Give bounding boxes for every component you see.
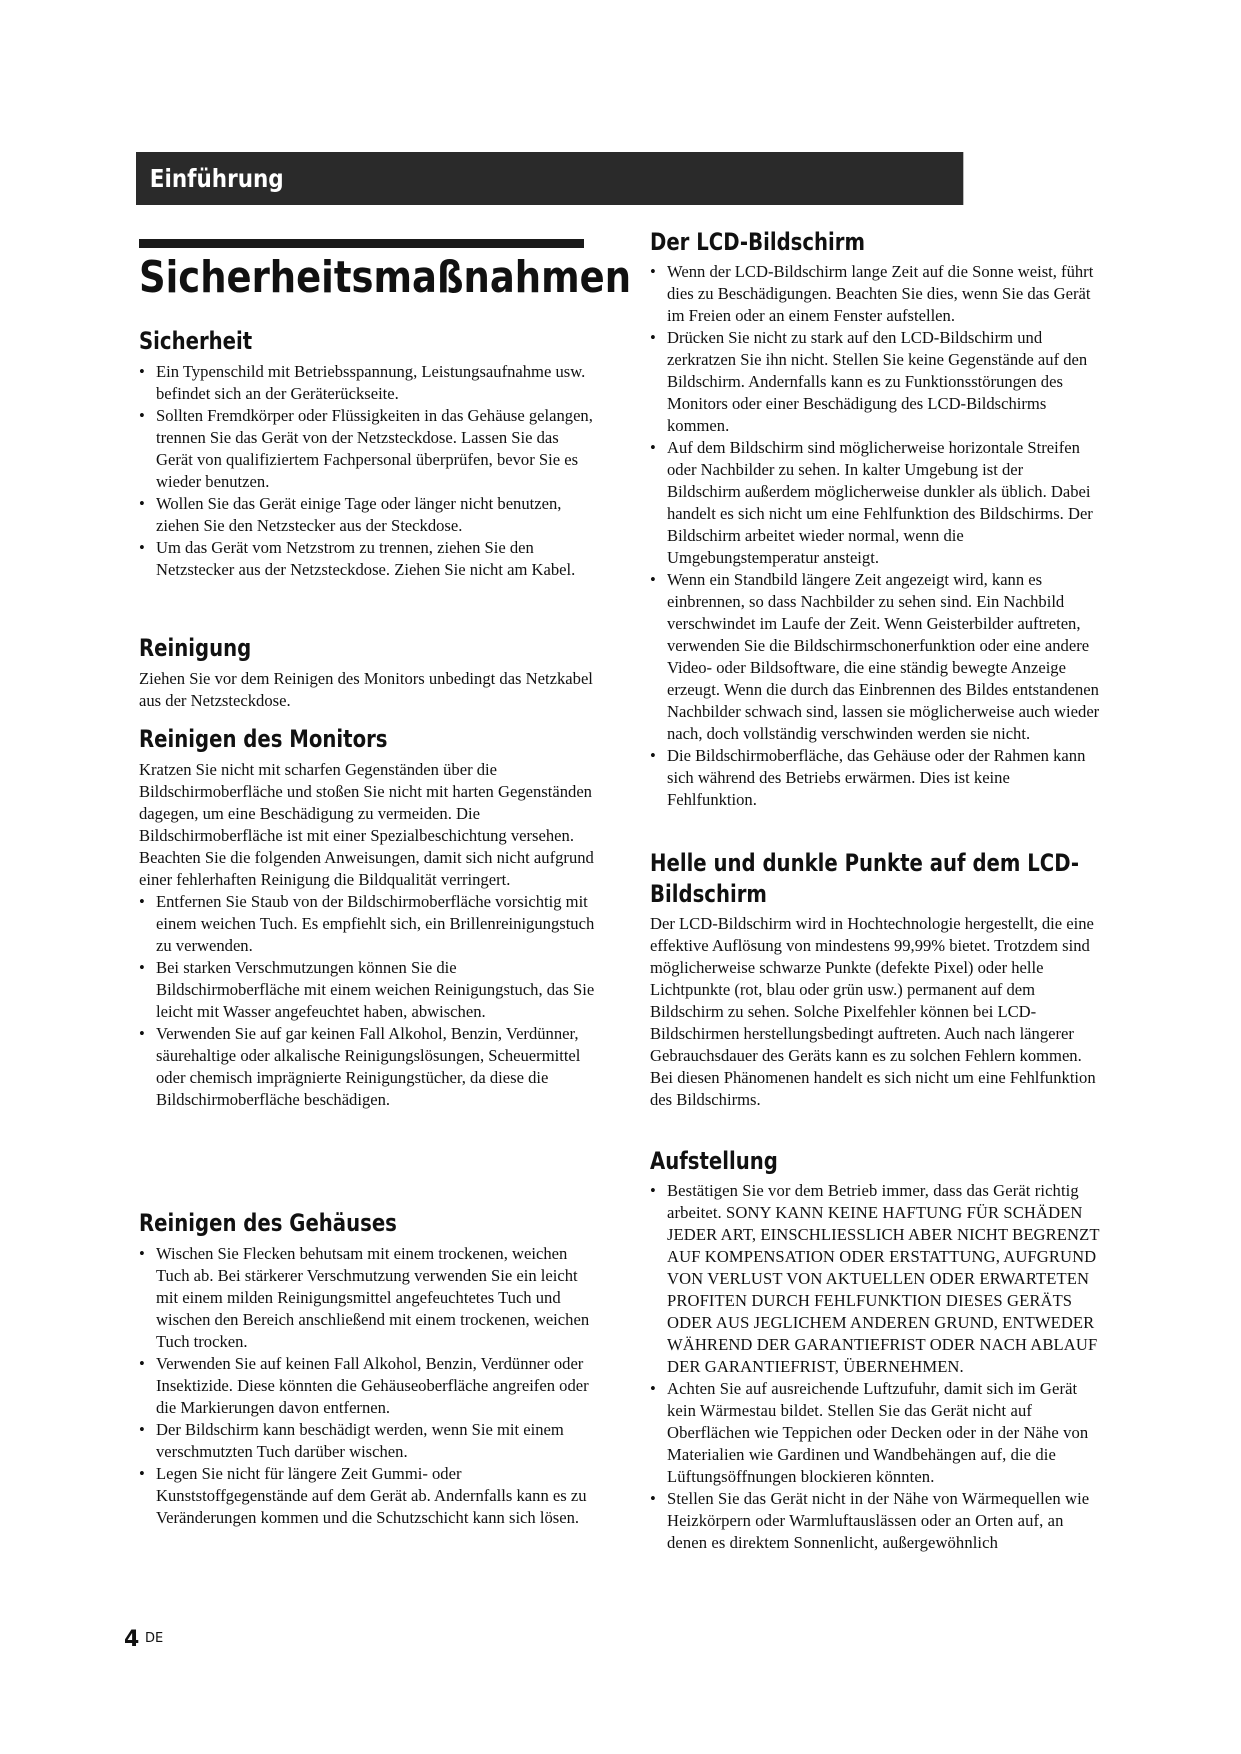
list-item: • Verwenden Sie auf gar keinen Fall Alkohol, Benzin, Verdünner, säurehaltige oder alkalische Reinigungslösungen, Scheuermittel oder chemisch imprägnierte Reinigungstücher, da diese die Bildschirmoberfläche beschädigen. — [139, 1023, 599, 1111]
list-item: • Bei starken Verschmutzungen können Sie die Bildschirmoberfläche mit einem weichen Reinigungstuch, das Sie leicht mit Wasser angefeuchtet haben, abwischen. — [139, 957, 599, 1023]
reinigung-text — [139, 668, 594, 712]
title-rule — [139, 239, 584, 248]
heading-helle-dunkle-punkte-line1: Helle und dunkle Punkte auf dem LCD- — [650, 849, 1080, 877]
list-item: • Verwenden Sie auf keinen Fall Alkohol, Benzin, Verdünner oder Insektizide. Diese könnten die Gehäuseoberfläche angreifen oder die Markierungen davon entfernen. — [139, 1353, 594, 1419]
heading-reinigen-des-monitors: Reinigen des Monitors — [139, 725, 388, 753]
section-banner — [136, 152, 963, 205]
list-item: • Wenn der LCD-Bildschirm lange Zeit auf die Sonne weist, führt dies zu Beschädigungen. Beachten Sie dies, wenn Sie das Gerät im Freien oder an einem Fenster aufstellen. — [650, 261, 1100, 327]
list-item: • Achten Sie auf ausreichende Luftzufuhr, damit sich im Gerät kein Wärmestau bildet. Stellen Sie das Gerät nicht auf Oberflächen wie Teppichen oder Decken oder in der Nähe von Materialien wie Gardinen und Wandbehängen auf, die die Lüftungsöffnungen blockieren könnten. — [650, 1378, 1100, 1488]
heading-sicherheit: Sicherheit — [139, 327, 253, 355]
paragraph: Beachten Sie die folgenden Anweisungen, damit sich nicht aufgrund einer fehlerhaften Reinigung die Bildqualität verringert. — [139, 848, 594, 889]
list-item: • Sollten Fremdkörper oder Flüssigkeiten in das Gehäuse gelangen, trennen Sie das Gerät von der Netzsteckdose. Lassen Sie das Gerät von qualifiziertem Fachpersonal überprüfen, bevor Sie es wieder benutzen. — [139, 405, 594, 493]
list-item: • Um das Gerät vom Netzstrom zu trennen, ziehen Sie den Netzstecker aus der Netzsteckdose. Ziehen Sie nicht am Kabel. — [139, 537, 594, 581]
sicherheit-list — [139, 361, 594, 581]
list-item: • Bestätigen Sie vor dem Betrieb immer, dass das Gerät richtig arbeitet. SONY KANN KEINE HAFTUNG FÜR SCHÄDEN JEDER ART, EINSCHLIESSLICH ABER NICHT BEGRENZT AUF KOMPENSATION ODER ERSTATTUNG, AUFGRUND VON VERLUST VON AKTUELLEN ODER ERWARTETEN PROFITEN DURCH FEHLFUNKTION DIESES GERÄTS ODER AUS JEGLICHEM ANDEREN GRUND, ENTWEDER WÄHREND DER GARANTIEFRIST ODER NACH ABLAUF DER GARANTIEFRIST, ÜBERNEHMEN. — [650, 1180, 1100, 1378]
list-item: • Der Bildschirm kann beschädigt werden, wenn Sie mit einem verschmutzten Tuch darüber wischen. — [139, 1419, 594, 1463]
lcd-list — [650, 261, 1100, 811]
page-number: 4 — [124, 1627, 140, 1652]
list-item: • Ein Typenschild mit Betriebsspannung, Leistungsaufnahme usw. befindet sich an der Geräterückseite. — [139, 361, 594, 405]
gehaeuse-list — [139, 1243, 594, 1529]
heading-aufstellung: Aufstellung — [650, 1147, 778, 1175]
list-item: • Legen Sie nicht für längere Zeit Gummi- oder Kunststoffgegenstände auf dem Gerät ab. Andernfalls kann es zu Veränderungen kommen und die Schutzschicht kann sich lösen. — [139, 1463, 594, 1529]
list-item: • Wollen Sie das Gerät einige Tage oder länger nicht benutzen, ziehen Sie den Netzstecker aus der Steckdose. — [139, 493, 594, 537]
heading-der-lcd-bildschirm: Der LCD-Bildschirm — [650, 228, 866, 256]
list-item: • Wischen Sie Flecken behutsam mit einem trockenen, weichen Tuch ab. Bei stärkerer Verschmutzung verwenden Sie ein leicht mit einem milden Reinigungsmittel angefeuchtetes Tuch und wischen den Bereich anschließend mit einem trockenen, weichen Tuch trocken. — [139, 1243, 594, 1353]
punkte-section — [650, 913, 1100, 1111]
page-title: Sicherheitsmaßnahmen — [139, 252, 632, 303]
heading-reinigen-des-gehaeuses: Reinigen des Gehäuses — [139, 1209, 397, 1237]
monitor-section — [139, 759, 599, 1111]
list-item: • Auf dem Bildschirm sind möglicherweise horizontale Streifen oder Nachbilder zu sehen. In kalter Umgebung ist der Bildschirm außerdem möglicherweise dunkler als üblich. Dabei handelt es sich nicht um eine Fehlfunktion des Bildschirms. Der Bildschirm arbeitet wieder normal, wenn die Umgebungstemperatur ansteigt. — [650, 437, 1100, 569]
list-item: • Entfernen Sie Staub von der Bildschirmoberfläche vorsichtig mit einem weichen Tuch. Es empfiehlt sich, ein Brillenreinigungstuch zu verwenden. — [139, 891, 599, 957]
list-item: • Drücken Sie nicht zu stark auf den LCD-Bildschirm und zerkratzen Sie ihn nicht. Stellen Sie keine Gegenstände auf den Bildschirm. Andernfalls kann es zu Funktionsstörungen des Monitors oder einer Beschädigung des LCD-Bildschirms kommen. — [650, 327, 1100, 437]
page-language: DE — [145, 1631, 164, 1646]
list-item: • Stellen Sie das Gerät nicht in der Nähe von Wärmequellen wie Heizkörpern oder Warmluftauslässen oder an Orten auf, an denen es direktem Sonnenlicht, außergewöhnlich — [650, 1488, 1100, 1554]
section-banner-label: Einführung — [149, 164, 284, 193]
paragraph: Ziehen Sie vor dem Reinigen des Monitors unbedingt das Netzkabel aus der Netzsteckdose. — [139, 669, 593, 710]
aufstellung-list — [650, 1180, 1100, 1554]
heading-helle-dunkle-punkte-line2: Bildschirm — [650, 880, 767, 908]
paragraph: Bei diesen Phänomenen handelt es sich nicht um eine Fehlfunktion des Bildschirms. — [650, 1068, 1096, 1109]
paragraph: Der LCD-Bildschirm wird in Hochtechnologie hergestellt, die eine effektive Auflösung von mindestens 99,99% bietet. Trotzdem sind möglicherweise schwarze Punkte (defekte Pixel) oder helle Lichtpunkte (rot, blau oder grün usw.) permanent auf dem Bildschirm zu sehen. Solche Pixelfehler können bei LCD-Bildschirmen herstellungsbedingt auftreten. Auch nach längerer Gebrauchsdauer des Geräts kann es zu solchen Fehlern kommen. — [650, 914, 1094, 1065]
list-item: • Die Bildschirmoberfläche, das Gehäuse oder der Rahmen kann sich während des Betriebs erwärmen. Dies ist keine Fehlfunktion. — [650, 745, 1100, 811]
list-item: • Wenn ein Standbild längere Zeit angezeigt wird, kann es einbrennen, so dass Nachbilder zu sehen sind. Ein Nachbild verschwindet im Laufe der Zeit. Wenn Geisterbilder auftreten, verwenden Sie die Bildschirmschonerfunktion oder eine andere Video- oder Bildsoftware, die eine ständig bewegte Anzeige erzeugt. Wenn die durch das Einbrennen des Bildes entstandenen Nachbilder schwach sind, lassen sie möglicherweise auch wieder nach, doch vollständig verschwinden werden sie nicht. — [650, 569, 1100, 745]
paragraph: Kratzen Sie nicht mit scharfen Gegenständen über die Bildschirmoberfläche und stoßen Sie nicht mit harten Gegenständen dagegen, um eine Beschädigung zu vermeiden. Die Bildschirmoberfläche ist mit einer Spezialbeschichtung versehen. — [139, 760, 592, 845]
heading-reinigung: Reinigung — [139, 634, 252, 662]
